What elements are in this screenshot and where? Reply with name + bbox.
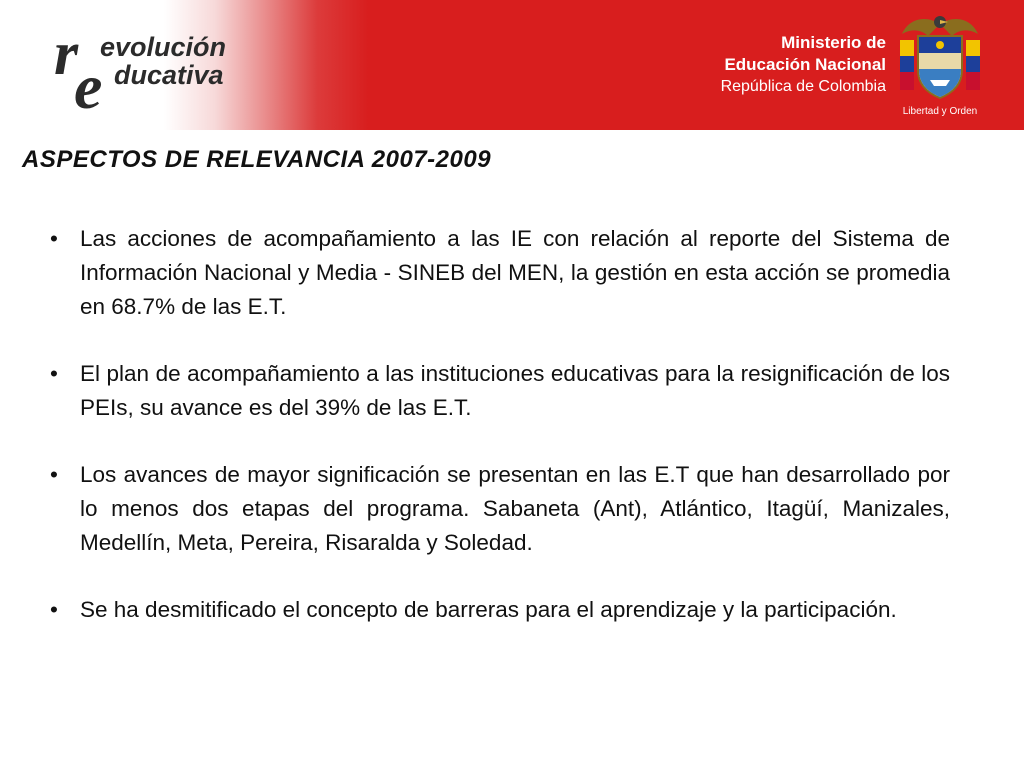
crest-caption: Libertad y Orden: [902, 106, 978, 117]
revolucion-educativa-logo: [52, 26, 282, 110]
bullet-text: Se ha desmitificado el concepto de barreras para el aprendizaje y la participación.: [80, 597, 897, 622]
bullet-list: [48, 222, 950, 660]
bullet-text: El plan de acompañamiento a las instituciones educativas para la resignificación de los PEIs, su avance es del 39% de las E.T.: [80, 361, 950, 420]
ministry-name: [700, 32, 886, 98]
ministry-line-2: Educación Nacional: [724, 55, 886, 74]
logo-letter-r: r: [54, 26, 79, 88]
bullet-marker: •: [50, 462, 58, 487]
logo-word-educativa: ducativa: [114, 60, 224, 90]
logo-letter-e: e: [74, 51, 103, 110]
bullet-marker: •: [50, 226, 58, 251]
ministry-line-1: Ministerio de: [781, 33, 886, 52]
slide-title: ASPECTOS DE RELEVANCIA 2007-2009: [22, 146, 492, 173]
bullet-text: Las acciones de acompañamiento a las IE con relación al reporte del Sistema de Información Nacional y Media - SINEB del MEN, la gestión en esta acción se promedia en 68.7% de las E.T.: [80, 226, 950, 319]
colombia-coat-of-arms-icon: [894, 10, 986, 106]
logo-word-revolucion: evolución: [100, 32, 227, 62]
bullet-item: [48, 458, 950, 560]
crest: [894, 10, 986, 122]
revolucion-educativa-logo-mark: [52, 26, 282, 110]
bullet-item: [48, 222, 950, 324]
header-band: [0, 0, 1024, 130]
bullet-text: Los avances de mayor significación se presentan en las E.T que han desarrollado por lo menos dos etapas del programa. Sabaneta (Ant), Atlántico, Itagüí, Manizales, Medellín, Meta, Pereira, Risaralda y Soledad.: [80, 462, 950, 555]
bullet-item: [48, 357, 950, 425]
ministry-line-3: República de Colombia: [720, 78, 886, 95]
bullet-marker: •: [50, 361, 58, 386]
bullet-marker: •: [50, 597, 58, 622]
bullet-item: [48, 593, 950, 627]
